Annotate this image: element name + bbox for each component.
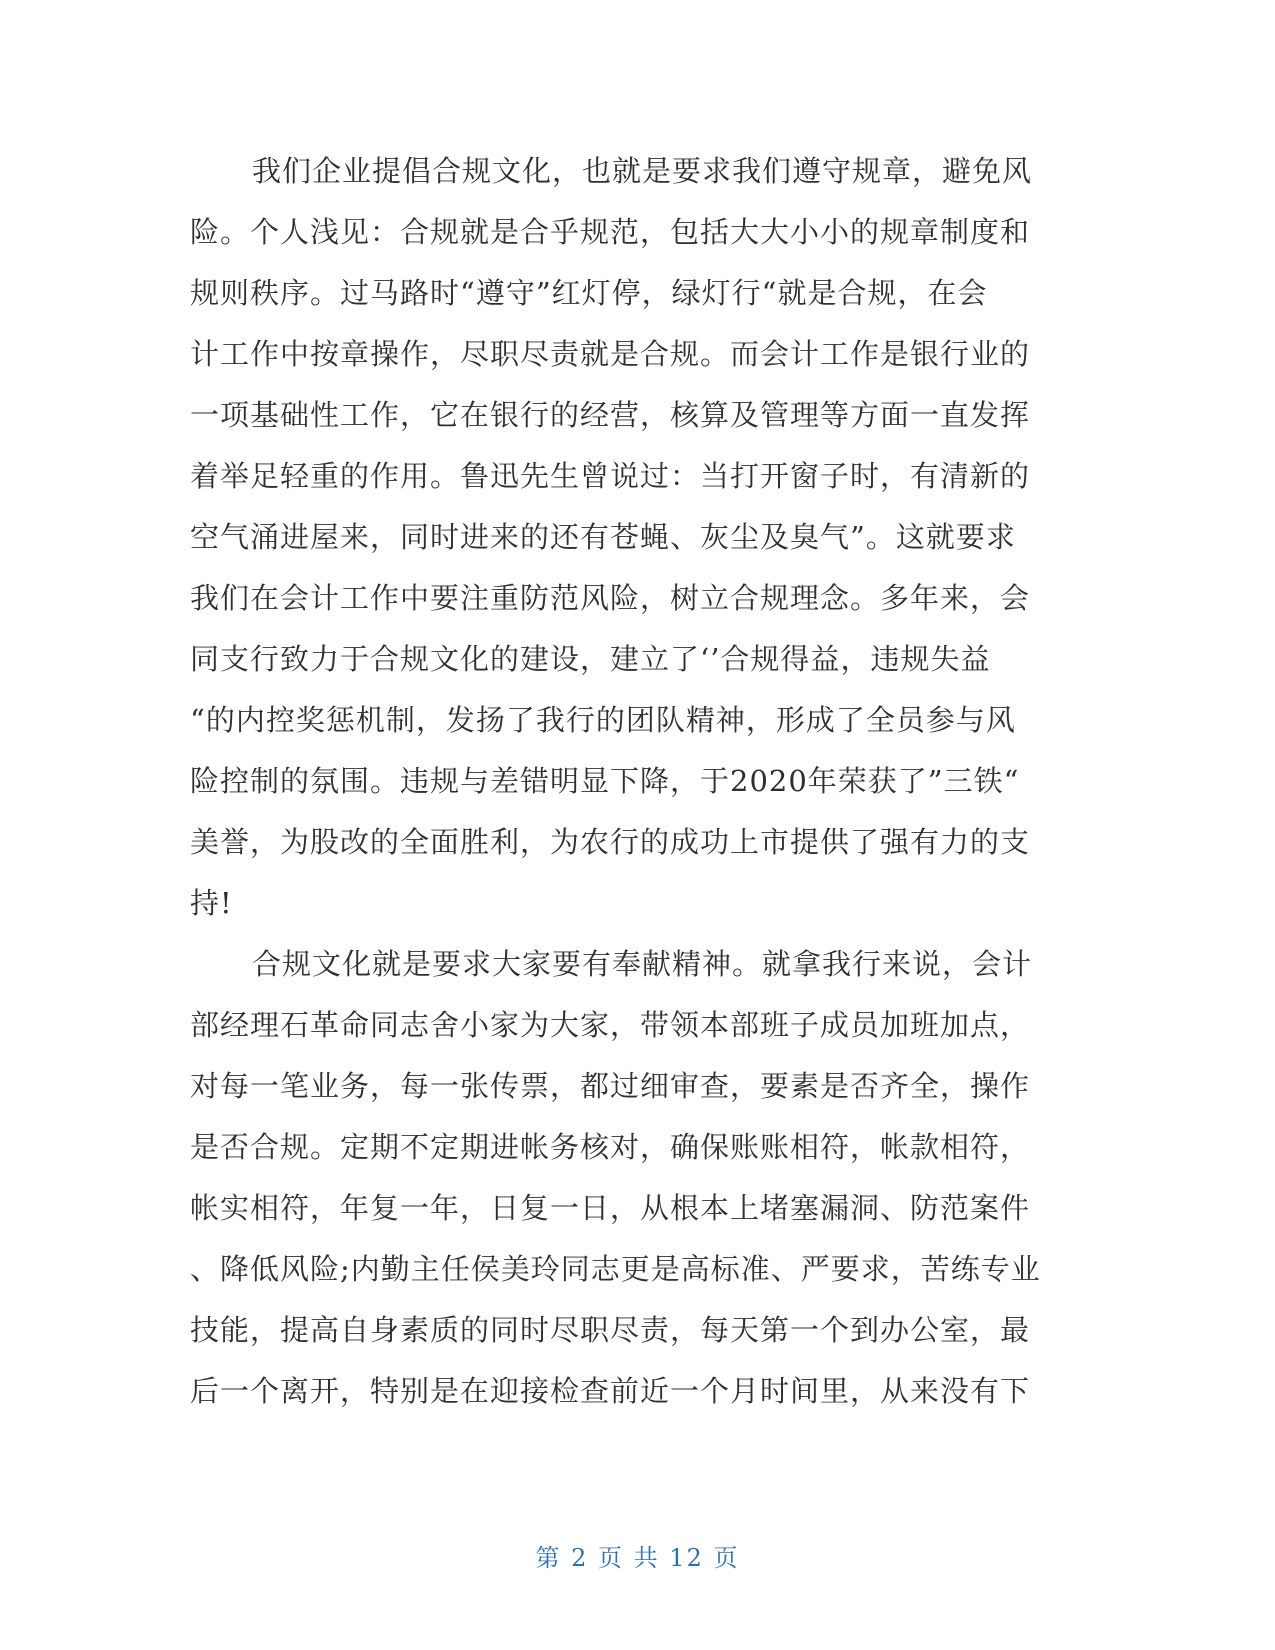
text-line: 持! bbox=[190, 886, 233, 920]
text-line: 帐实相符，年复一年，日复一日，从根本上堵塞漏洞、防范案件 bbox=[190, 1191, 1031, 1225]
text-line: 着举足轻重的作用。鲁迅先生曾说过：当打开窗子时，有清新的 bbox=[190, 459, 1031, 493]
paragraph-2 bbox=[190, 934, 1070, 1422]
text-line: 一项基础性工作，它在银行的经营，核算及管理等方面一直发挥 bbox=[190, 398, 1031, 432]
text-line: 美誉，为股改的全面胜利，为农行的成功上市提供了强有力的支 bbox=[190, 825, 1031, 859]
text-line: 对每一笔业务，每一张传票，都过细审查，要素是否齐全，操作 bbox=[190, 1069, 1031, 1103]
document-body bbox=[190, 141, 1070, 1422]
text-line: 技能，提高自身素质的同时尽职尽责，每天第一个到办公室，最 bbox=[190, 1313, 1031, 1347]
text-line: 计工作中按章操作，尽职尽责就是合规。而会计工作是银行业的 bbox=[190, 337, 1031, 371]
text-line: 空气涌进屋来，同时进来的还有苍蝇、灰尘及臭气”。这就要求 bbox=[190, 520, 1016, 554]
text-line: 险控制的氛围。违规与差错明显下降，于2020年荣获了”三铁“ bbox=[190, 764, 1020, 798]
text-line: 我们在会计工作中要注重防范风险，树立合规理念。多年来，会 bbox=[190, 581, 1031, 615]
paragraph-1 bbox=[190, 141, 1070, 934]
text-line: 是否合规。定期不定期进帐务核对，确保账账相符，帐款相符， bbox=[190, 1130, 1031, 1164]
page-number-label: 第 2 页 共 12 页 bbox=[535, 1544, 740, 1572]
text-line: 后一个离开，特别是在迎接检查前近一个月时间里，从来没有下 bbox=[190, 1374, 1031, 1408]
text-line: “的内控奖惩机制，发扬了我行的团队精神，形成了全员参与风 bbox=[190, 703, 1016, 737]
text-line: 部经理石革命同志舍小家为大家，带领本部班子成员加班加点， bbox=[190, 1008, 1031, 1042]
text-line: 同支行致力于合规文化的建设，建立了‘’合规得益，违规失益 bbox=[190, 642, 991, 676]
page-footer bbox=[0, 1538, 1275, 1573]
text-line: 合规文化就是要求大家要有奉献精神。就拿我行来说，会计 bbox=[252, 947, 1033, 981]
text-line: 、降低风险;内勤主任侯美玲同志更是高标准、严要求，苦练专业 bbox=[190, 1252, 1041, 1286]
text-line: 规则秩序。过马路时“遵守”红灯停，绿灯行“就是合规，在会 bbox=[190, 276, 988, 310]
text-line: 险。个人浅见：合规就是合乎规范，包括大大小小的规章制度和 bbox=[190, 215, 1031, 249]
text-line: 我们企业提倡合规文化，也就是要求我们遵守规章，避免风 bbox=[252, 154, 1033, 188]
